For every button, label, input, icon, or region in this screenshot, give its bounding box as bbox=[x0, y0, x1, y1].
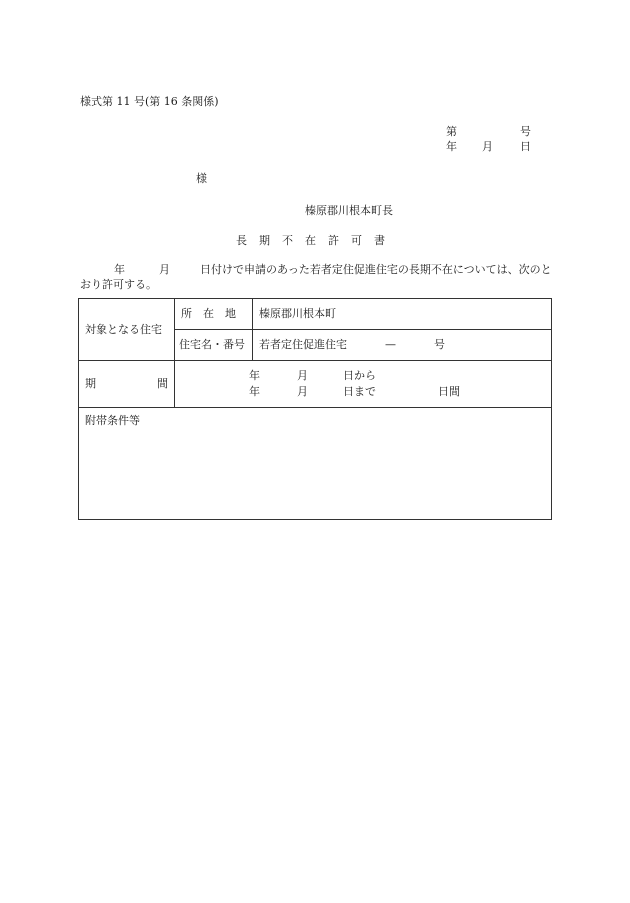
period-to bbox=[249, 385, 460, 399]
number-suffix: 号 bbox=[520, 125, 531, 138]
table-row bbox=[79, 408, 552, 520]
period-from bbox=[249, 369, 376, 383]
target-housing-label: 対象となる住宅 bbox=[79, 299, 175, 361]
house-value-cell bbox=[253, 330, 552, 361]
house-label: 住宅名・番号 bbox=[175, 330, 253, 361]
period-to-suffix: 日まで bbox=[343, 385, 376, 398]
period-label-second: 間 bbox=[157, 377, 168, 390]
house-number-suffix: 号 bbox=[434, 338, 445, 351]
period-value-cell bbox=[175, 361, 552, 408]
addressee-honorific: 様 bbox=[196, 172, 207, 185]
issue-day-label: 日 bbox=[520, 140, 531, 153]
conditions-cell bbox=[79, 408, 552, 520]
period-from-month: 月 bbox=[297, 369, 308, 382]
body-month-label: 月 bbox=[159, 263, 170, 276]
period-days: 日間 bbox=[438, 385, 460, 398]
table-row bbox=[79, 299, 552, 330]
period-label-cell bbox=[79, 361, 175, 408]
conditions-label: 附帯条件等 bbox=[85, 414, 140, 427]
period-from-suffix: 日から bbox=[343, 369, 376, 382]
body-text: 日付けで申請のあった若者定住促進住宅の長期不在については、次のとおり許可する。 bbox=[80, 263, 552, 291]
issue-month-label: 月 bbox=[482, 140, 493, 153]
issue-year-label: 年 bbox=[446, 140, 457, 153]
document-title: 長期不在許可書 bbox=[236, 234, 397, 247]
house-dash: — bbox=[385, 338, 396, 351]
location-label: 所 在 地 bbox=[175, 299, 253, 330]
house-value: 若者定住促進住宅 bbox=[259, 338, 347, 351]
issue-date bbox=[446, 140, 531, 154]
permit-table bbox=[78, 298, 552, 520]
period-to-month: 月 bbox=[297, 385, 308, 398]
period-label-first: 期 bbox=[85, 377, 96, 390]
issuer-name: 榛原郡川根本町長 bbox=[305, 204, 393, 217]
table-row bbox=[79, 361, 552, 408]
body-paragraph bbox=[80, 262, 556, 292]
form-number-label: 様式第 11 号(第 16 条関係) bbox=[80, 95, 219, 108]
body-year-label: 年 bbox=[114, 263, 125, 276]
period-from-year: 年 bbox=[249, 369, 260, 382]
number-prefix: 第 bbox=[446, 125, 457, 138]
location-value: 榛原郡川根本町 bbox=[253, 299, 552, 330]
period-to-year: 年 bbox=[249, 385, 260, 398]
document-number bbox=[446, 125, 531, 139]
